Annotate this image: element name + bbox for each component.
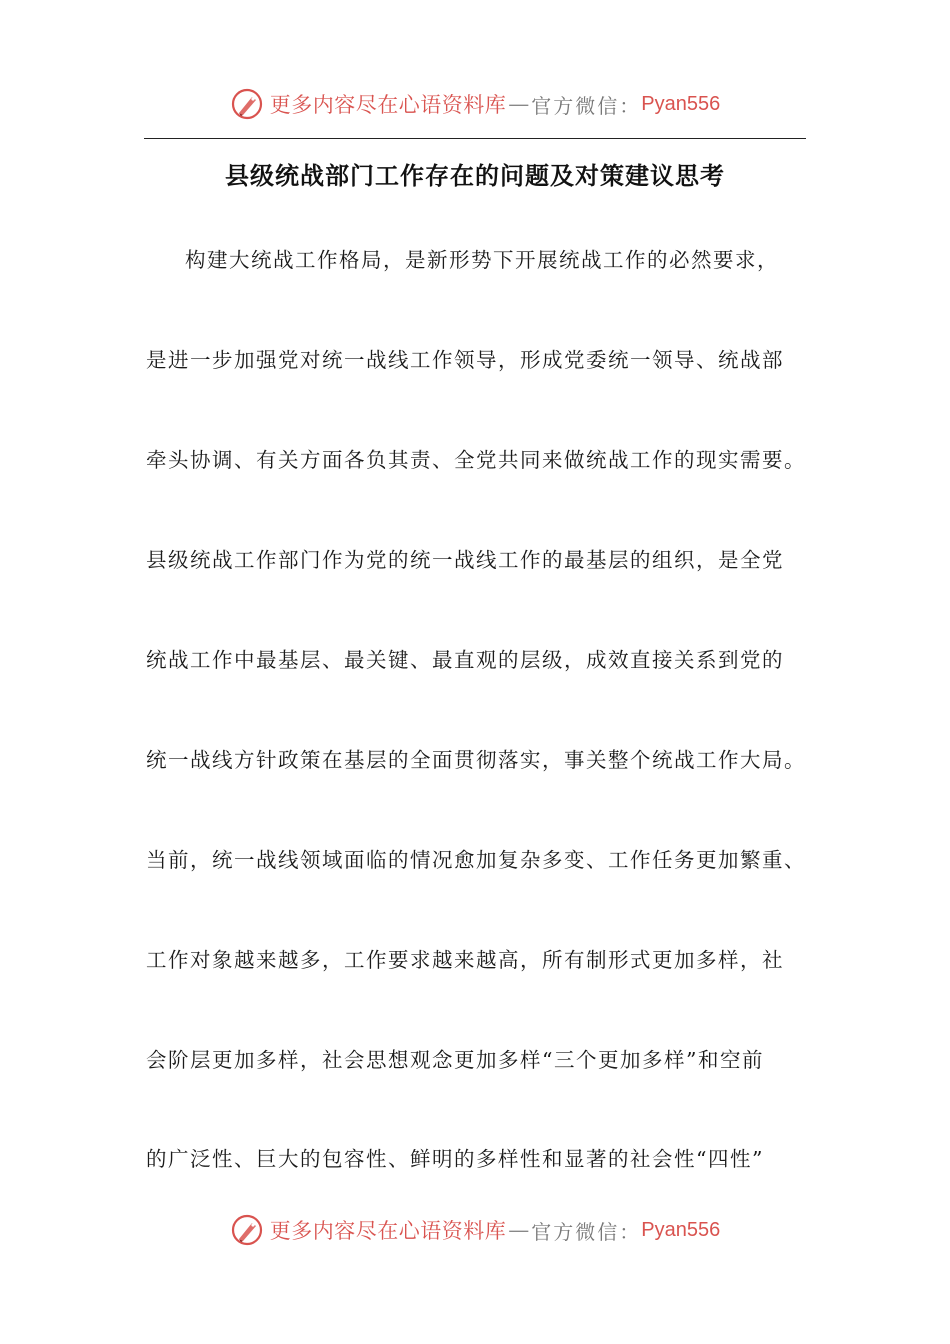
header-dash: — [508, 92, 530, 116]
footer-wechat-id: Pyan556 [641, 1218, 721, 1241]
paragraph-line-2: 是进一步加强党对统一战线工作领导，形成党委统一领导、统战部 [146, 348, 784, 372]
paragraph-line-3: 牵头协调、有关方面各负其责、全党共同来做统战工作的现实需要。 [146, 448, 806, 472]
pen-nib-circle-logo-icon [230, 87, 264, 121]
paragraph-line-8: 工作对象越来越多，工作要求越来越高，所有制形式更加多样，社 [146, 948, 784, 972]
header-divider [144, 138, 806, 139]
footer-wechat-label: 官方微信： [531, 1219, 642, 1244]
header-brand-text: 更多内容尽在心语资料库 [269, 93, 507, 117]
footer-brand-text: 更多内容尽在心语资料库 [269, 1219, 507, 1243]
paragraph-line-4: 县级统战工作部门作为党的统一战线工作的最基层的组织，是全党 [146, 548, 784, 572]
footer-banner [0, 1208, 950, 1252]
pen-nib-circle-logo-icon [230, 1213, 264, 1247]
footer-dash: — [508, 1218, 530, 1242]
paragraph-line-9: 会阶层更加多样，社会思想观念更加多样“三个更加多样”和空前 [146, 1048, 764, 1072]
paragraph-line-7: 当前，统一战线领域面临的情况愈加复杂多变、工作任务更加繁重、 [146, 848, 806, 872]
paragraph-line-10: 的广泛性、巨大的包容性、鲜明的多样性和显著的社会性“四性” [146, 1147, 764, 1171]
document-title: 县级统战部门工作存在的问题及对策建议思考 [225, 161, 725, 190]
paragraph-line-6: 统一战线方针政策在基层的全面贯彻落实，事关整个统战工作大局。 [146, 748, 806, 772]
header-banner [0, 82, 950, 126]
header-wechat-id: Pyan556 [641, 92, 721, 115]
paragraph-line-1: 构建大统战工作格局，是新形势下开展统战工作的必然要求， [185, 248, 779, 272]
paragraph-line-5: 统战工作中最基层、最关键、最直观的层级，成效直接关系到党的 [146, 648, 784, 672]
header-wechat-label: 官方微信： [531, 93, 642, 118]
